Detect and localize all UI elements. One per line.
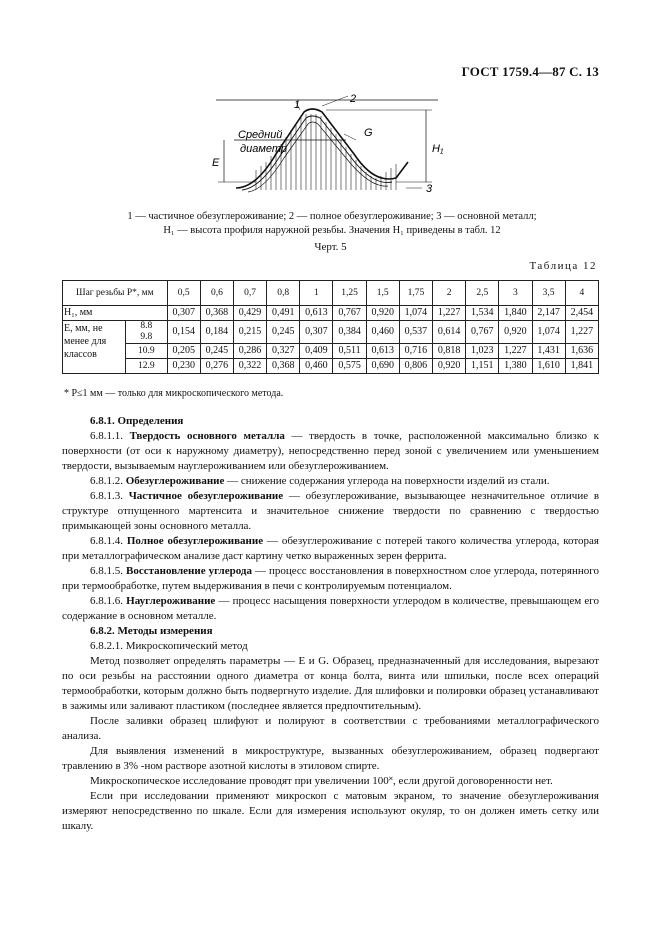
- table-header-row: [63, 281, 599, 306]
- e-cell: 0,245: [200, 344, 233, 359]
- step-cell: 3: [499, 281, 532, 306]
- e-cell: 1,636: [565, 344, 598, 359]
- h1-cell: 0,767: [333, 306, 366, 321]
- e-cell: 1,023: [466, 344, 499, 359]
- e-cell: 0,818: [433, 344, 466, 359]
- e-label-line: E, мм, не: [64, 323, 103, 334]
- e-cell: 1,380: [499, 359, 532, 374]
- table-row-e-8-8: [63, 321, 599, 344]
- paragraph: После заливки образец шлифуют и полируют в соответствии с требованиями металлографического анализа.: [62, 715, 599, 742]
- paragraph: 6.8.1.3. Частичное обезуглероживание — обезуглероживание, вызывающее незначительное отличие в структуре отпущенного мартенсита и значительное снижение твердости по сравнению с твердостью примыкающей зоны основного металла.: [62, 490, 600, 532]
- h1-cell: 0,368: [200, 306, 233, 321]
- e-label-line: менее для: [64, 336, 107, 347]
- step-cell: 0,8: [267, 281, 300, 306]
- e-cell: 0,806: [399, 359, 432, 374]
- e-cell: 0,384: [333, 321, 366, 344]
- h1-cell: 2,147: [532, 306, 565, 321]
- term: Твердость основного металла: [129, 430, 285, 442]
- h1-cell: 1,840: [499, 306, 532, 321]
- step-cell: 0,5: [167, 281, 200, 306]
- e-cell: 1,610: [532, 359, 565, 374]
- term: Восстановление углерода: [126, 565, 252, 577]
- figure-number: Черт. 5: [314, 241, 347, 253]
- e-cell: 0,307: [300, 321, 333, 344]
- paragraph: 6.8.1.4. Полное обезуглероживание — обезуглероживание с потерей такого количества углерода, которая при металлографическом анализе даст картину четко выраженных зерен феррита.: [62, 535, 599, 562]
- term: Науглероживание: [126, 595, 216, 607]
- table-row-h1: [63, 306, 599, 321]
- e-label: [63, 321, 126, 374]
- figure-label-g: G: [364, 127, 373, 139]
- e-cell: 0,245: [267, 321, 300, 344]
- step-cell: 1,5: [366, 281, 399, 306]
- table-head-label: Шаг резьбы P*, мм: [63, 281, 168, 306]
- section-heading: 6.8.1. Определения: [90, 415, 184, 427]
- e-cell: 0,614: [433, 321, 466, 344]
- table-row-e-10-9: [63, 344, 599, 359]
- table-12: [62, 280, 599, 374]
- paragraph: Если при исследовании применяют микроскоп с матовым экраном, то значение обезуглероживания измеряют непосредственно по шкале. Если для измерения используют окуляр, то он должен иметь сетку или шкалу.: [62, 790, 599, 832]
- section-heading: 6.8.2. Методы измерения: [90, 625, 213, 637]
- h1-cell: 0,613: [300, 306, 333, 321]
- e-cell: 0,537: [399, 321, 432, 344]
- step-cell: 2,5: [466, 281, 499, 306]
- figure-label-middle-2: диаметр: [240, 143, 288, 155]
- e-cell: 0,460: [300, 359, 333, 374]
- step-cell: 3,5: [532, 281, 565, 306]
- paragraph: 6.8.1.5. Восстановление углерода — процесс восстановления в поверхностном слое углерода, потерянного при термообработке, путем выдерживания в печи с контролируемым потенциалом.: [62, 565, 599, 592]
- e-cell: 0,286: [233, 344, 266, 359]
- step-cell: 2: [433, 281, 466, 306]
- table-row-e-12-9: [63, 359, 599, 374]
- e-cell: 1,227: [499, 344, 532, 359]
- class-cell: 10.9: [126, 344, 168, 359]
- step-cell: 1,25: [333, 281, 366, 306]
- figure-label-e: E: [212, 157, 220, 169]
- e-cell: 0,230: [167, 359, 200, 374]
- e-cell: 1,841: [565, 359, 598, 374]
- term: Обезуглероживание: [125, 475, 225, 487]
- e-cell: 0,920: [499, 321, 532, 344]
- figure-label-3: 3: [426, 183, 433, 195]
- h1-cell: 0,429: [233, 306, 266, 321]
- paragraph: Микроскопическое исследование проводят при увеличении 100˟, если другой договоренности нет.: [90, 775, 553, 787]
- step-cell: 4: [565, 281, 598, 306]
- h1-label: H₁, мм: [63, 306, 168, 321]
- e-cell: 0,511: [333, 344, 366, 359]
- caption-line-2: H₁ — высота профиля наружной резьбы. Значения H₁ приведены в табл. 12: [163, 225, 501, 236]
- e-cell: 1,227: [565, 321, 598, 344]
- e-cell: 0,205: [167, 344, 200, 359]
- page-header: ГОСТ 1759.4—87 С. 13: [461, 64, 599, 79]
- e-cell: 0,460: [366, 321, 399, 344]
- e-cell: 0,767: [466, 321, 499, 344]
- figure-label-h1: H₁: [432, 143, 444, 155]
- e-cell: 0,575: [333, 359, 366, 374]
- paragraph: Метод позволяет определять параметры — E и G. Образец, предназначенный для исследования, вырезают по оси резьбы на расстоянии одного диаметра от конца болта, винта или шпильки, после всех операций термообработки, которым должно быть подвергнуто изделие. Для шлифовки и полировки образец устанавливают в зажимы или заливают пластиком (последнее является предпочтительным).: [62, 655, 599, 712]
- step-cell: 0,6: [200, 281, 233, 306]
- subsection-heading: 6.8.2.1. Микроскопический метод: [90, 640, 248, 652]
- e-cell: 0,716: [399, 344, 432, 359]
- h1-cell: 1,227: [433, 306, 466, 321]
- body-text: [62, 414, 599, 834]
- e-cell: 0,920: [433, 359, 466, 374]
- figure-label-middle-1: Средний: [238, 129, 283, 141]
- e-cell: 1,074: [532, 321, 565, 344]
- class-cell: 8.8 9.8: [126, 321, 168, 344]
- step-cell: 1: [300, 281, 333, 306]
- e-cell: 0,322: [233, 359, 266, 374]
- figure-label-1: 1: [294, 99, 301, 111]
- e-cell: 0,690: [366, 359, 399, 374]
- e-cell: 0,409: [300, 344, 333, 359]
- h1-cell: 1,534: [466, 306, 499, 321]
- term: Полное обезуглероживание: [126, 535, 264, 547]
- paragraph: 6.8.1.6. Науглероживание — процесс насыщения поверхности углеродом в количестве, превышающем его содержание в основном металле.: [62, 595, 599, 622]
- figure-label-2: 2: [350, 93, 357, 105]
- term: Частичное обезуглероживание: [128, 490, 284, 502]
- e-cell: 0,613: [366, 344, 399, 359]
- e-cell: 0,368: [267, 359, 300, 374]
- e-cell: 1,151: [466, 359, 499, 374]
- e-cell: 0,276: [200, 359, 233, 374]
- e-cell: 1,431: [532, 344, 565, 359]
- e-cell: 0,215: [233, 321, 266, 344]
- h1-cell: 0,920: [366, 306, 399, 321]
- thread-profile-figure: [196, 92, 456, 204]
- e-cell: 0,184: [200, 321, 233, 344]
- caption-line-1: 1 — частичное обезуглероживание; 2 — полное обезуглероживание; 3 — основной металл;: [127, 211, 537, 222]
- e-cell: 0,154: [167, 321, 200, 344]
- e-label-line: классов: [64, 349, 97, 360]
- table-title: Таблица 12: [529, 260, 597, 272]
- e-cell: 0,327: [267, 344, 300, 359]
- h1-cell: 0,307: [167, 306, 200, 321]
- h1-cell: 1,074: [399, 306, 432, 321]
- step-cell: 0,7: [233, 281, 266, 306]
- class-cell: 12.9: [126, 359, 168, 374]
- step-cell: 1,75: [399, 281, 432, 306]
- table-footnote: * P≤1 мм — только для микроскопического метода.: [64, 388, 284, 399]
- figure-caption: [62, 210, 602, 238]
- h1-cell: 2,454: [565, 306, 598, 321]
- h1-cell: 0,491: [267, 306, 300, 321]
- paragraph: Для выявления изменений в микроструктуре, вызванных обезуглероживанием, образец подвергают травлению в 3% -ном растворе азотной кислоты в этиловом спирте.: [62, 745, 599, 772]
- paragraph: 6.8.1.2. Обезуглероживание — снижение содержания углерода на поверхности изделий из стали.: [90, 475, 550, 487]
- paragraph: 6.8.1.1. Твердость основного металла — твердость в точке, расположенной максимально близко к поверхности (от оси к наружному диаметру), непосредственно перед зоной с увеличением или уменьшением твердости, вызываемым науглероживанием или обезуглероживанием.: [62, 430, 599, 472]
